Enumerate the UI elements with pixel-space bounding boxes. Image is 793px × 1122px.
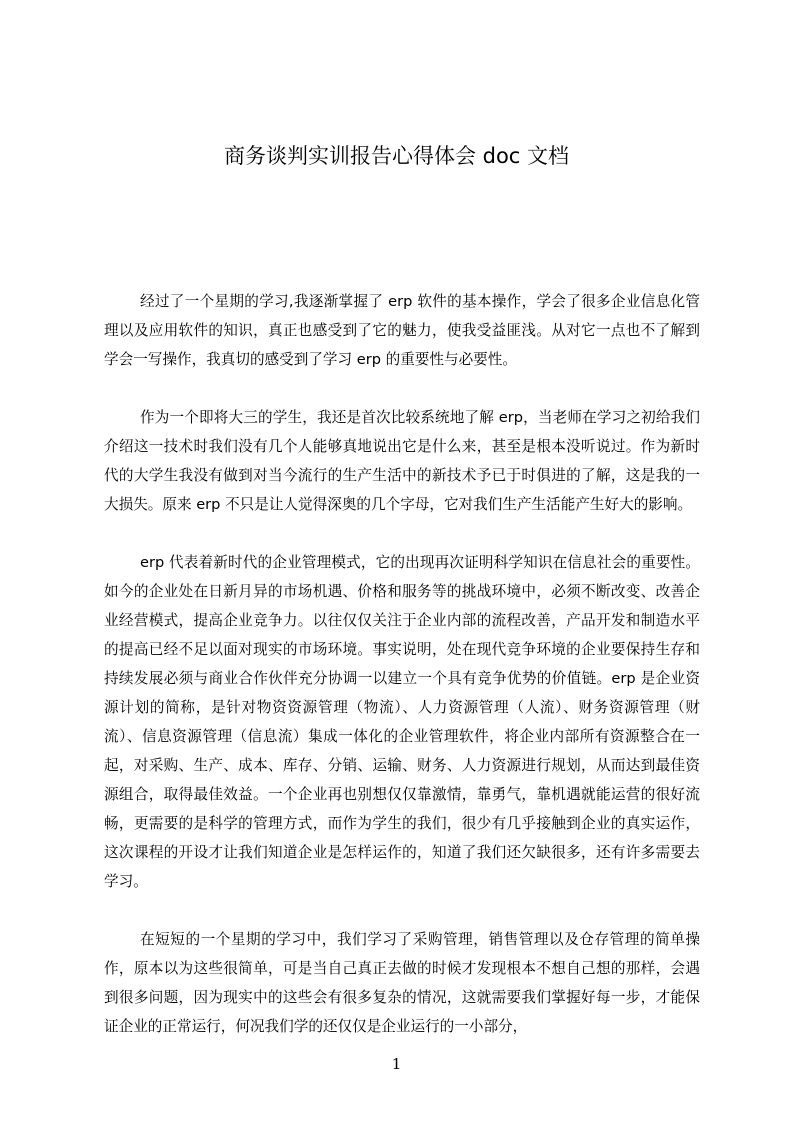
document-body	[104, 287, 700, 1041]
paragraph-1: 经过了一个星期的学习,我逐渐掌握了 erp 软件的基本操作，学会了很多企业信息化管理以及应用软件的知识，真正也感受到了它的魅力，使我受益匪浅。从对它一点也不了解到学会一写操作，我真切的感受到了学习 erp 的重要性与必要性。	[104, 293, 700, 368]
page-number: 1	[391, 1055, 402, 1073]
paragraph-2: 作为一个即将大三的学生，我还是首次比较系统地了解 erp，当老师在学习之初给我们介绍这一技术时我们没有几个人能够真地说出它是什么来，甚至是根本没听说过。作为新时代的大学生我没有做到对当今流行的生产生活中的新技术予已于时俱进的了解，这是我的一大损失。原来 erp 不只是让人觉得深奥的几个字母，它对我们生产生活能产生好大的影响。	[104, 409, 700, 513]
paragraph-4: 在短短的一个星期的学习中，我们学习了采购管理，销售管理以及仓存管理的简单操作，原本以为这些很简单，可是当自己真正去做的时候才发现根本不想自己想的那样，会遇到很多问题，因为现实中的这些会有很多复杂的情况，这就需要我们掌握好每一步，才能保证企业的正常运行，何况我们学的还仅仅是企业运行的一小部分，	[104, 931, 700, 1035]
document-title: 商务谈判实训报告心得体会 doc 文档	[223, 144, 570, 168]
paragraph-3: erp 代表着新时代的企业管理模式，它的出现再次证明科学知识在信息社会的重要性。如今的企业处在日新月异的市场机遇、价格和服务等的挑战环境中，必须不断改变、改善企业经营模式，提高企业竞争力。以往仅仅关注于企业内部的流程改善，产品开发和制造水平的提高已经不足以面对现实的市场环境。事实说明，处在现代竞争环境的企业要保持生存和持续发展必须与商业合作伙伴充分协调一以建立一个具有竞争优势的价值链。erp 是企业资源计划的简称，是针对物资资源管理（物流）、人力资源管理（人流）、财务资源管理（财流）、信息资源管理（信息流）集成一体化的企业管理软件，将企业内部所有资源整合在一起，对采购、生产、成本、库存、分销、运输、财务、人力资源进行规划，从而达到最佳资源组合，取得最佳效益。一个企业再也别想仅仅靠激情，靠勇气，靠机遇就能运营的很好流畅，更需要的是科学的管理方式，而作为学生的我们，很少有几乎接触到企业的真实运作，这次课程的开设才让我们知道企业是怎样运作的，知道了我们还欠缺很多，还有许多需要去学习。	[104, 554, 700, 890]
